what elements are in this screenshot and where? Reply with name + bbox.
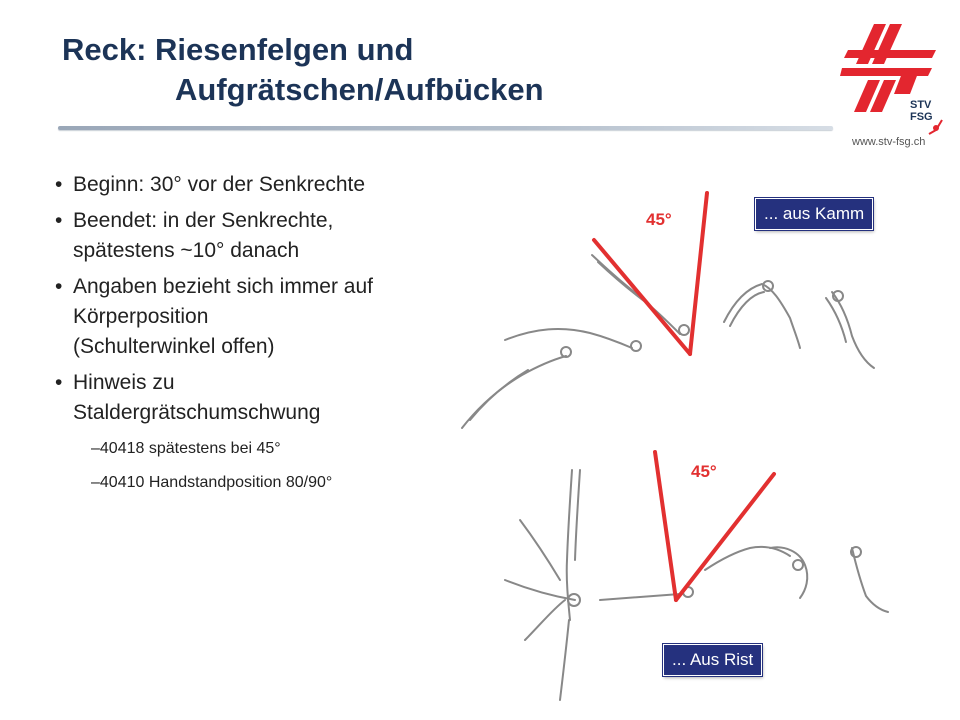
- bullet-line: Hinweis zu: [73, 371, 175, 394]
- bullet-line: Beendet: in der Senkrechte,: [73, 209, 334, 232]
- website-url[interactable]: www.stv-fsg.ch: [852, 136, 926, 148]
- stv-fsg-logo: [840, 16, 945, 136]
- bullet-line: Angaben bezieht sich immer auf: [73, 275, 373, 298]
- label-aus-kamm: ... aus Kamm: [755, 198, 873, 230]
- bullet-item: • Beginn: 30° vor der Senkrechte: [55, 173, 366, 196]
- gymnast-outlines-top: [462, 255, 874, 428]
- bullet-item: • Beendet: in der Senkrechte, spätestens ~10° danach: [55, 209, 334, 262]
- logo-text-fsg: FSG: [910, 111, 933, 123]
- slide-title: [62, 30, 544, 110]
- title-divider: [58, 126, 833, 130]
- bullet-line: (Schulterwinkel offen): [73, 335, 275, 358]
- bullet-line: Staldergrätschumschwung: [73, 401, 321, 424]
- bullet-item: • Hinweis zu Staldergrätschumschwung –40418 spätestens bei 45° –40410 Handstandposition 80/90°: [55, 368, 505, 500]
- title-line-1: Reck: Riesenfelgen und: [62, 32, 414, 67]
- title-line-2: Aufgrätschen/Aufbücken: [175, 72, 544, 107]
- angle-label-bottom: 45°: [691, 462, 717, 481]
- bullet-item: • Angaben bezieht sich immer auf Körperposition (Schulterwinkel offen): [55, 275, 373, 358]
- bullet-line: Körperposition: [73, 305, 209, 328]
- angle-label-top: 45°: [646, 210, 672, 229]
- bullet-line: spätestens ~10° danach: [73, 239, 300, 262]
- label-aus-rist: ... Aus Rist: [663, 644, 762, 676]
- logo-text-stv: STV: [910, 99, 932, 111]
- sub-bullet-item: –40410 Handstandposition 80/90°: [91, 474, 333, 491]
- bullet-line: Beginn: 30° vor der Senkrechte: [73, 173, 366, 196]
- gymnast-sequence-illustration: [430, 180, 930, 715]
- sub-bullet-item: –40418 spätestens bei 45°: [91, 440, 281, 457]
